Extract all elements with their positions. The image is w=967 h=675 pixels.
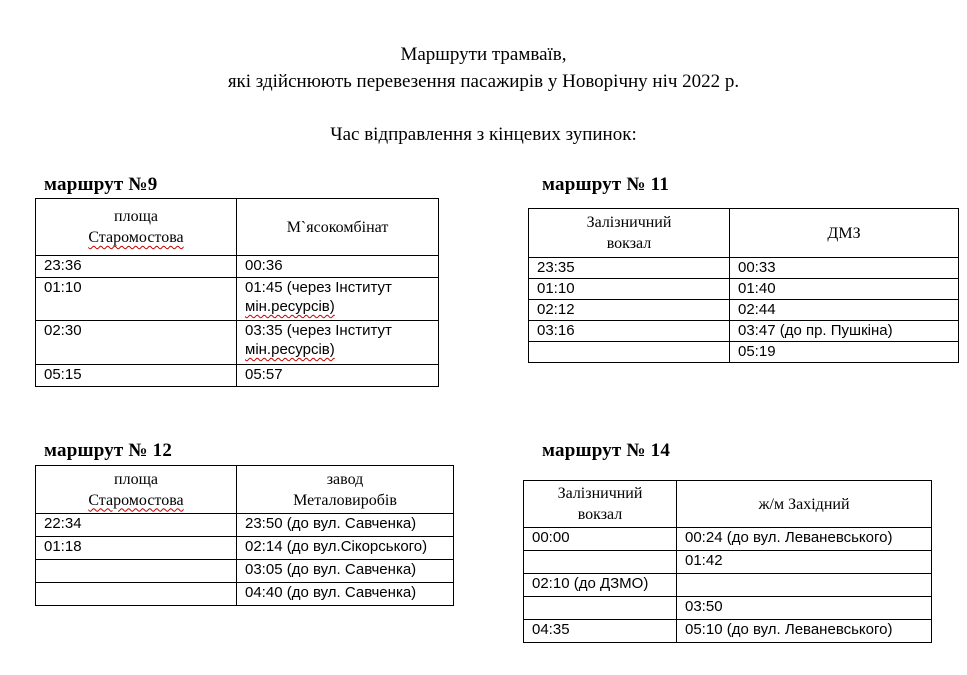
- time-cell: 03:47 (до пр. Пушкіна): [730, 321, 959, 342]
- time-cell: 00:33: [730, 258, 959, 279]
- time-text: 01:45 (через Інститут: [245, 279, 392, 296]
- table-row: [36, 256, 439, 278]
- table-header-row: [36, 199, 439, 256]
- table-row: [36, 278, 439, 321]
- column-header-stop-b: [237, 466, 454, 514]
- time-cell: [677, 574, 932, 597]
- departure-caption: Час відправлення з кінцевих зупинок:: [330, 124, 637, 145]
- column-header-stop-a: [36, 199, 237, 256]
- header-line: площа: [114, 208, 158, 225]
- header-line: вокзал: [577, 506, 623, 523]
- table-row: [529, 279, 959, 300]
- time-cell: 03:05 (до вул. Савченка): [237, 560, 454, 583]
- time-cell: [524, 551, 677, 574]
- time-cell: [237, 321, 439, 365]
- table-row: [524, 620, 932, 643]
- header-line: Залізничний: [557, 485, 643, 502]
- time-cell: 05:10 (до вул. Леваневського): [677, 620, 932, 643]
- time-cell: 05:15: [36, 365, 237, 387]
- time-cell: 04:35: [524, 620, 677, 643]
- document-title: Маршрути трамваїв,: [400, 44, 567, 65]
- time-cell: 23:36: [36, 256, 237, 278]
- route-12-table: [35, 465, 454, 606]
- time-cell: 02:30: [36, 321, 237, 365]
- time-cell: 01:42: [677, 551, 932, 574]
- time-cell: 01:40: [730, 279, 959, 300]
- route-12-title: маршрут № 12: [44, 440, 173, 461]
- time-cell: 00:00: [524, 528, 677, 551]
- header-line: завод: [326, 470, 364, 488]
- time-cell: 05:19: [730, 342, 959, 363]
- time-cell: 00:24 (до вул. Леваневського): [677, 528, 932, 551]
- time-note: мін.ресурсів): [245, 341, 335, 358]
- time-cell: 02:14 (до вул.Сікорського): [237, 537, 454, 560]
- time-cell: 23:50 (до вул. Савченка): [237, 514, 454, 537]
- table-header-row: [529, 209, 959, 258]
- route-14-table: [523, 480, 932, 643]
- table-header-row: [524, 481, 932, 528]
- time-cell: [529, 342, 730, 363]
- header-line: Старомостова: [88, 229, 184, 246]
- table-row: [529, 300, 959, 321]
- time-cell: 01:18: [36, 537, 237, 560]
- table-row: [524, 597, 932, 620]
- time-cell: 23:35: [529, 258, 730, 279]
- header-line: вокзал: [606, 235, 652, 252]
- column-header-stop-b: М`ясокомбінат: [237, 199, 439, 256]
- table-row: [36, 365, 439, 387]
- time-cell: [524, 597, 677, 620]
- header-line: Залізничний: [586, 214, 672, 231]
- column-header-stop-b: ДМЗ: [730, 209, 959, 258]
- time-cell: 03:50: [677, 597, 932, 620]
- column-header-stop-a: [529, 209, 730, 258]
- time-cell: 01:10: [529, 279, 730, 300]
- time-cell: 02:10 (до ДЗМО): [524, 574, 677, 597]
- route-11-title: маршрут № 11: [542, 174, 670, 195]
- time-cell: 22:34: [36, 514, 237, 537]
- header-line: площа: [114, 470, 158, 488]
- table-row: [36, 514, 454, 537]
- time-cell: 03:16: [529, 321, 730, 342]
- table-row: [529, 342, 959, 363]
- table-row: [524, 551, 932, 574]
- table-row: [36, 321, 439, 365]
- time-cell: 02:12: [529, 300, 730, 321]
- time-cell: 02:44: [730, 300, 959, 321]
- time-cell: 05:57: [237, 365, 439, 387]
- time-cell: 04:40 (до вул. Савченка): [237, 583, 454, 606]
- document-subtitle: які здійснюють перевезення пасажирів у Новорічну ніч 2022 р.: [227, 71, 740, 92]
- time-cell: [36, 583, 237, 606]
- route-14-title: маршрут № 14: [542, 440, 671, 461]
- time-note: мін.ресурсів): [245, 298, 335, 315]
- header-line: Старомостова: [88, 491, 184, 509]
- route-9-table: [35, 198, 439, 387]
- header-line: Металовиробів: [293, 491, 397, 509]
- time-cell: [36, 560, 237, 583]
- table-row: [36, 537, 454, 560]
- table-row: [36, 560, 454, 583]
- column-header-stop-b: ж/м Західний: [677, 481, 932, 528]
- route-11-table: [528, 208, 959, 363]
- time-cell: 01:10: [36, 278, 237, 321]
- column-header-stop-a: [524, 481, 677, 528]
- table-row: [524, 574, 932, 597]
- table-header-row: [36, 466, 454, 514]
- table-row: [529, 321, 959, 342]
- table-row: [524, 528, 932, 551]
- time-cell: [237, 278, 439, 321]
- route-9-title: маршрут №9: [44, 174, 158, 195]
- time-cell: 00:36: [237, 256, 439, 278]
- table-row: [529, 258, 959, 279]
- table-row: [36, 583, 454, 606]
- time-text: 03:35 (через Інститут: [245, 322, 392, 339]
- column-header-stop-a: [36, 466, 237, 514]
